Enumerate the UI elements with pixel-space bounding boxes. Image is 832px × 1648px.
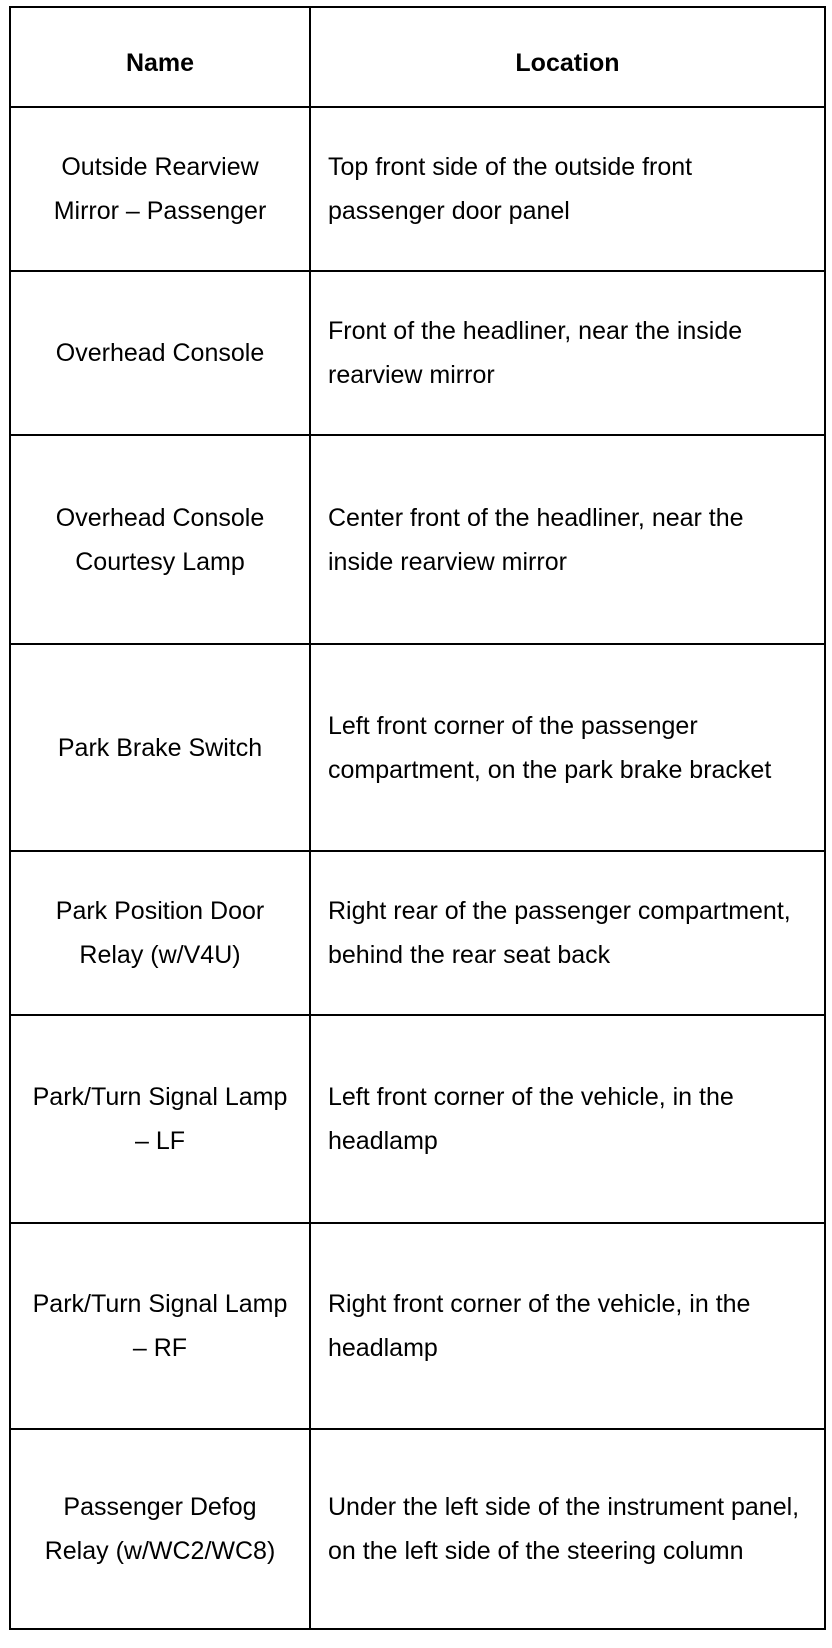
component-location-table (9, 6, 826, 1630)
header-name: Name (10, 7, 310, 107)
table-row (10, 1015, 825, 1223)
component-location: Under the left side of the instrument panel, on the left side of the steering column (310, 1429, 825, 1629)
table-row (10, 107, 825, 271)
component-location: Top front side of the outside front passenger door panel (310, 107, 825, 271)
component-location: Left front corner of the vehicle, in the headlamp (310, 1015, 825, 1223)
header-row (10, 7, 825, 107)
table-row (10, 644, 825, 851)
table-row (10, 851, 825, 1015)
component-name: Park/Turn Signal Lamp – RF (10, 1223, 310, 1429)
component-name: Overhead Console (10, 271, 310, 435)
table-row (10, 1223, 825, 1429)
component-name: Park/Turn Signal Lamp – LF (10, 1015, 310, 1223)
component-name: Passenger Defog Relay (w/WC2/WC8) (10, 1429, 310, 1629)
table-row (10, 1429, 825, 1629)
component-name: Park Brake Switch (10, 644, 310, 851)
component-name: Overhead Console Courtesy Lamp (10, 435, 310, 644)
component-location: Left front corner of the passenger compartment, on the park brake bracket (310, 644, 825, 851)
component-location: Right rear of the passenger compartment, behind the rear seat back (310, 851, 825, 1015)
component-name: Outside Rearview Mirror – Passenger (10, 107, 310, 271)
component-location: Center front of the headliner, near the inside rearview mirror (310, 435, 825, 644)
component-location: Right front corner of the vehicle, in the headlamp (310, 1223, 825, 1429)
table-row (10, 435, 825, 644)
header-location: Location (310, 7, 825, 107)
component-location: Front of the headliner, near the inside rearview mirror (310, 271, 825, 435)
table-row (10, 271, 825, 435)
component-name: Park Position Door Relay (w/V4U) (10, 851, 310, 1015)
